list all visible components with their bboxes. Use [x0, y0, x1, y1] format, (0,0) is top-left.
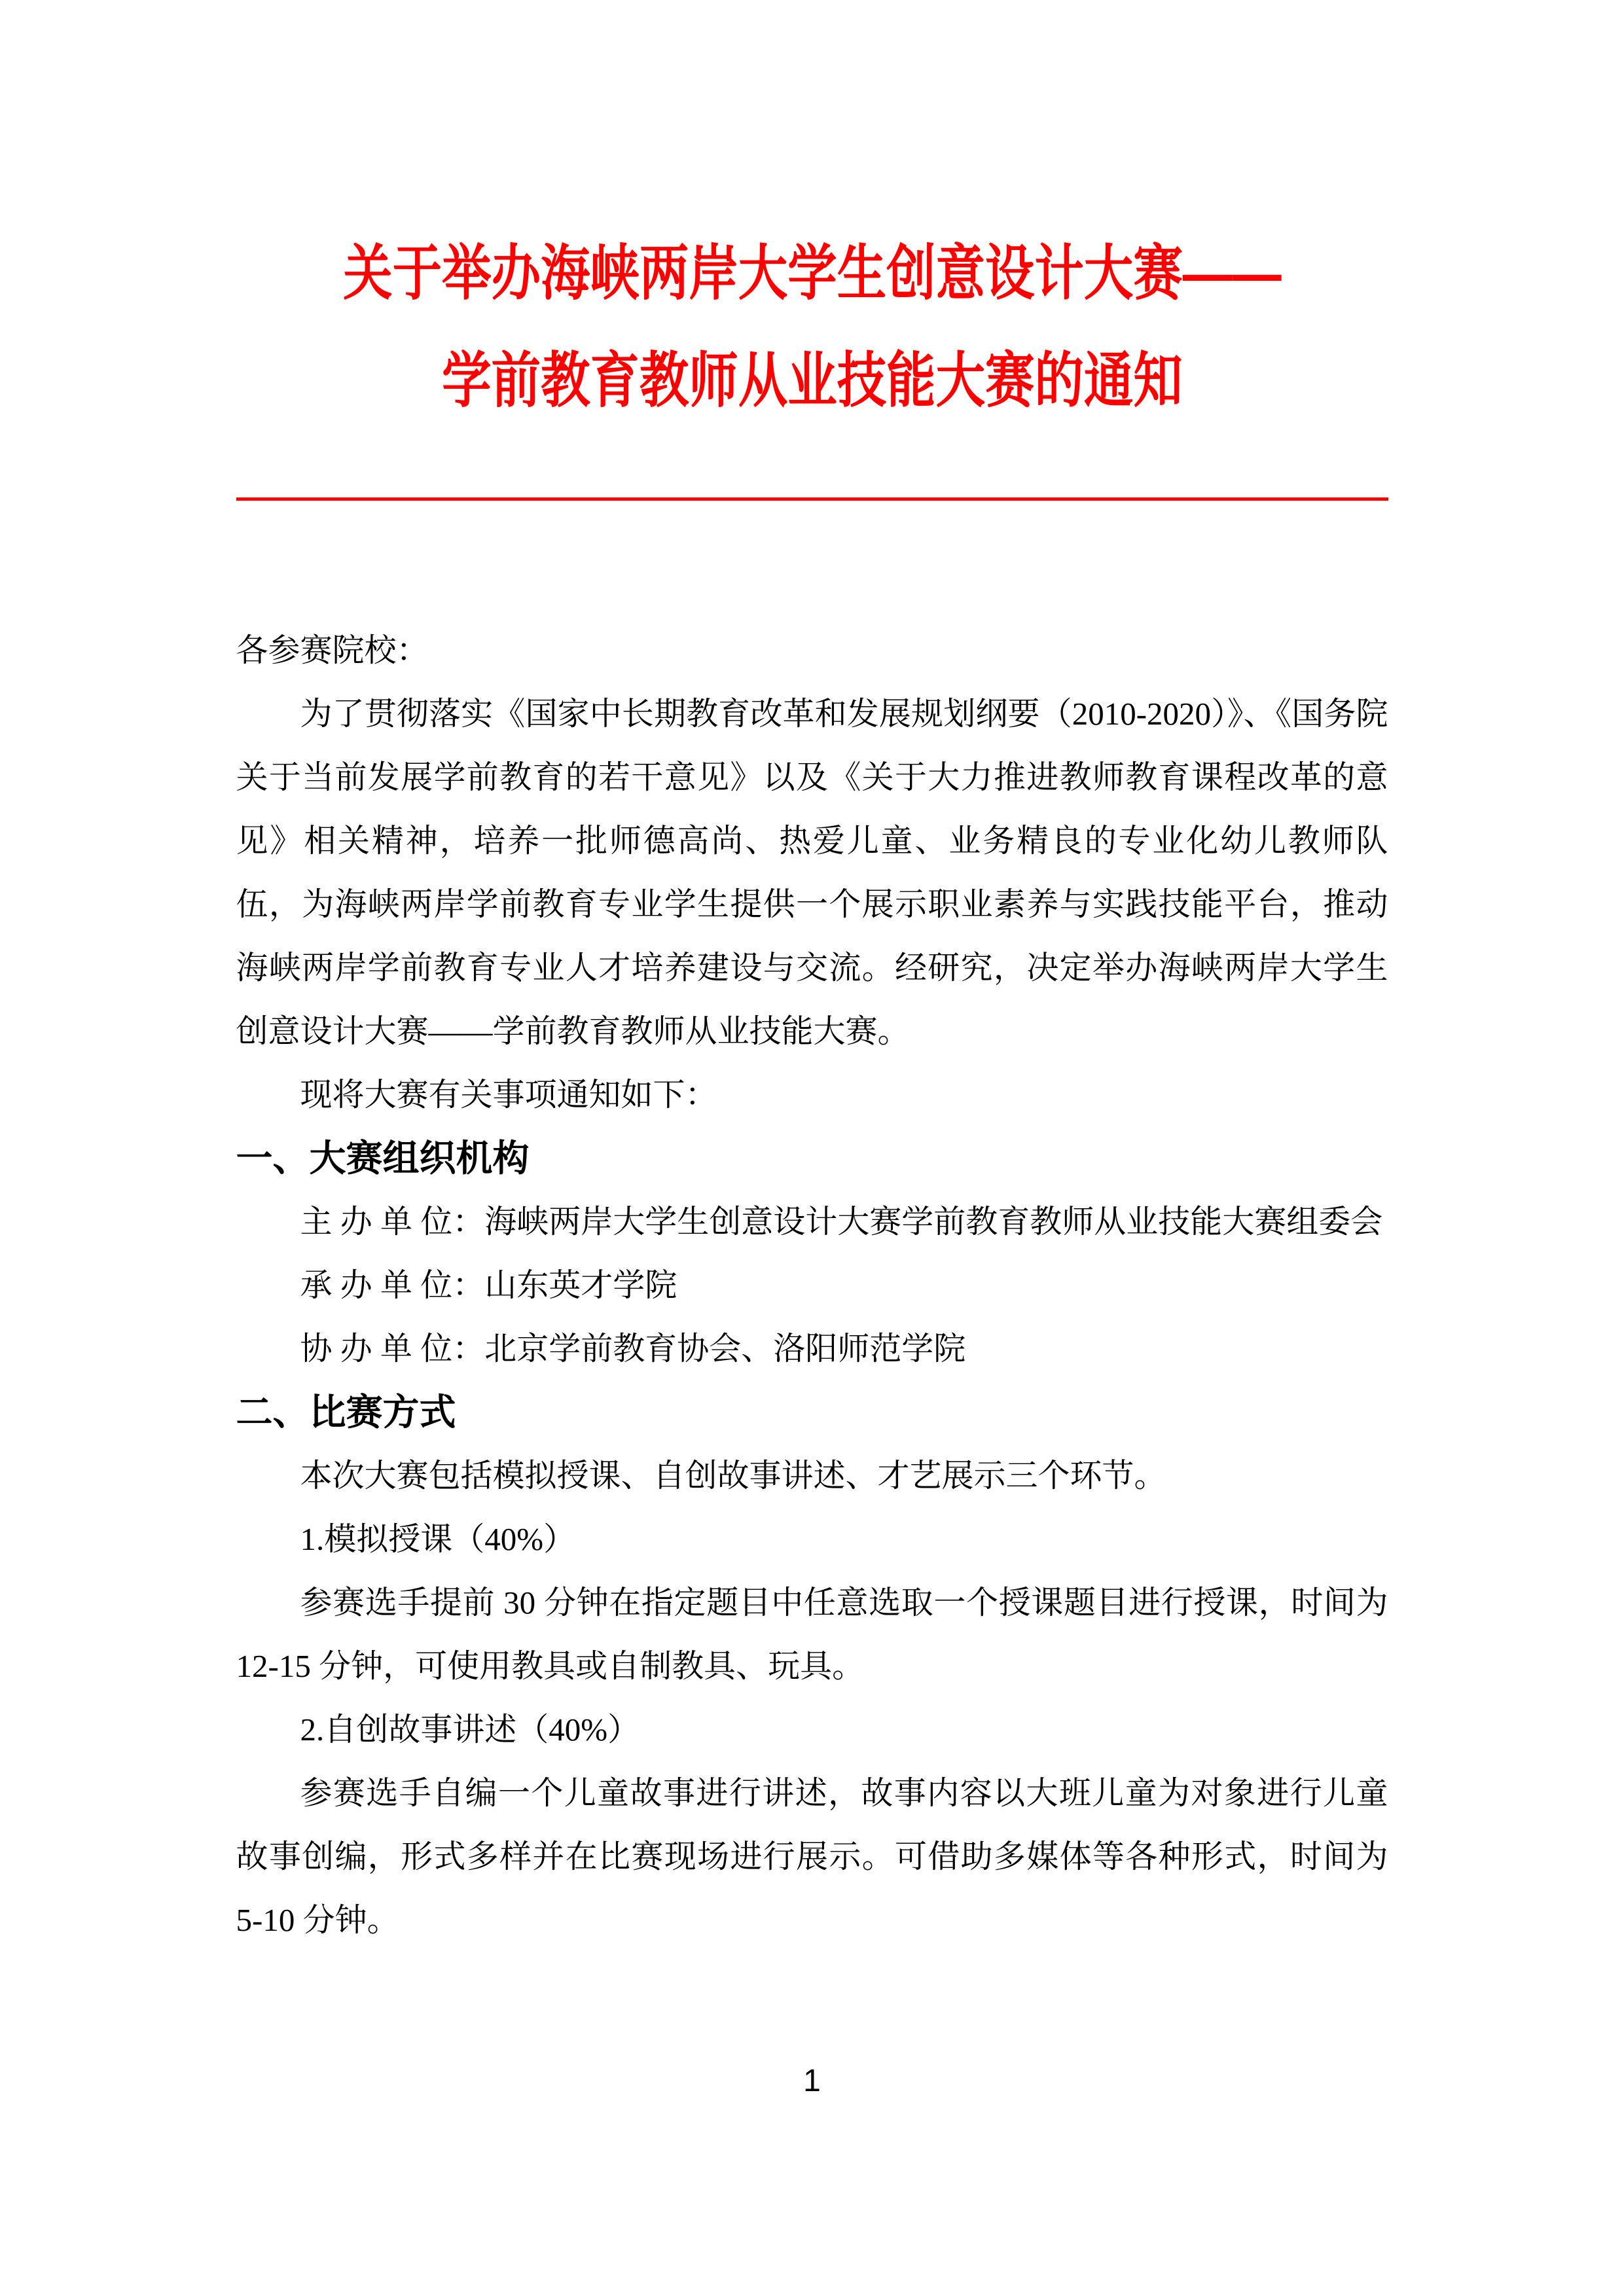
host-unit: 主 办 单 位：海峡两岸大学生创意设计大赛学前教育教师从业技能大赛组委会 [300, 1204, 1383, 1240]
undertaker-unit: 承 办 单 位：山东英才学院 [300, 1267, 677, 1303]
page-number: 1 [803, 2064, 821, 2098]
title-line-2: 学前教育教师从业技能大赛的通知 [441, 348, 1183, 414]
document-body [236, 619, 1388, 1952]
item-1-detail: 参赛选手提前 30 分钟在指定题目中任意选取一个授课题目进行授课，时间为 12-15 分钟，可使用教具或自制教具、玩具。 [236, 1585, 1388, 1684]
document-title [236, 0, 1388, 435]
section-1-heading: 一、大赛组织机构 [236, 1138, 530, 1179]
preamble: 为了贯彻落实《国家中长期教育改革和发展规划纲要（2010-2020）》、《国务院关于当前发展学前教育的若干意见》以及《关于大力推进教师教育课程改革的意见》相关精神，培养一批师德高尚、热爱儿童、业务精良的专业化幼儿教师队伍，为海峡两岸学前教育专业学生提供一个展示职业素养与实践技能平台，推动海峡两岸学前教育专业人才培养建设与交流。经研究，决定举办海峡两岸大学生创意设计大赛——学前教育教师从业技能大赛。 [236, 696, 1388, 1049]
item-2-detail: 参赛选手自编一个儿童故事进行讲述，故事内容以大班儿童为对象进行儿童故事创编，形式多样并在比赛现场进行展示。可借助多媒体等各种形式，时间为 5-10 分钟。 [236, 1775, 1388, 1938]
title-line-1: 关于举办海峡两岸大学生创意设计大赛—— [342, 240, 1282, 307]
salutation: 各参赛院校： [236, 632, 429, 668]
document-content [236, 0, 1388, 1952]
red-divider-line [236, 497, 1388, 501]
notice-lead: 现将大赛有关事项通知如下： [300, 1077, 717, 1113]
item-2-title: 2.自创故事讲述（40%） [300, 1712, 640, 1748]
co-organizer-unit: 协 办 单 位：北京学前教育协会、洛阳师范学院 [300, 1331, 966, 1367]
page-footer [0, 2062, 1624, 2101]
competition-overview: 本次大赛包括模拟授课、自创故事讲述、才艺展示三个环节。 [300, 1458, 1166, 1494]
item-1-title: 1.模拟授课（40%） [300, 1521, 576, 1557]
section-2-heading: 二、比赛方式 [236, 1391, 456, 1433]
